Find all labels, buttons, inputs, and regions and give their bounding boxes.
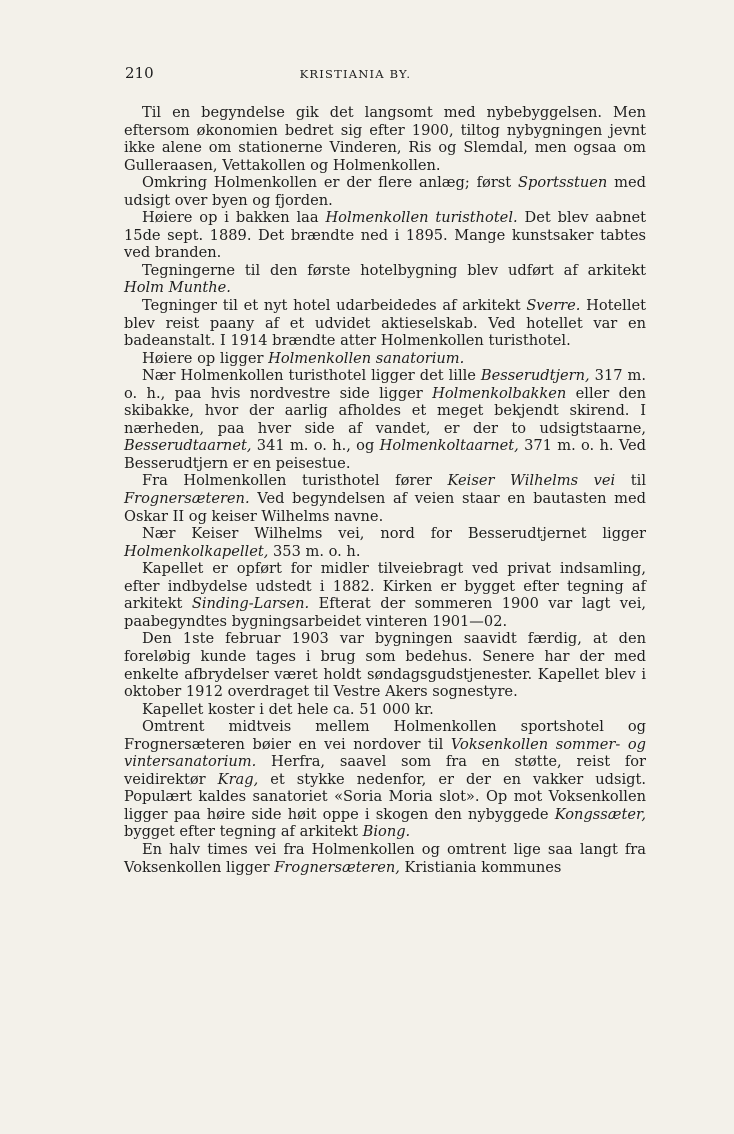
italic-text: Sinding-Larsen. [191, 595, 310, 613]
text-run: Nær Holmenkollen turisthotel ligger det lille [142, 367, 481, 385]
text-run: En halv times vei fra Holmenkollen og omtrent lige saa langt fra Voksenkollen ligger [124, 840, 646, 876]
italic-text: Kongssæter, [554, 805, 646, 823]
text-run: Tegninger til et nyt hotel udarbeidedes af arkitekt [142, 297, 527, 315]
text-run: Det blev aabnet 15de sept. 1889. Det brændte ned i 1895. Mange kunstsaker tabtes ved branden. [124, 209, 646, 262]
italic-text: Krag, [217, 770, 259, 788]
italic-text: Voksenkollen sommer- og vintersanatorium. [124, 735, 646, 771]
page-header [125, 64, 645, 86]
running-head: KRISTIANIA BY. [299, 67, 412, 81]
text-run: Efterat der sommeren 1900 var lagt vei, paabegyndtes bygningsarbeidet vinteren 1901—02. [124, 595, 646, 630]
text-run: Kristiania kommunes [399, 858, 562, 876]
text-run: Fra Holmenkollen turisthotel fører [142, 472, 448, 490]
italic-text: Sportsstuen [518, 174, 608, 192]
paragraph [124, 350, 646, 368]
text-run: Ved begyndelsen af veien staar en bautasten med Oskar II og keiser Wilhelms navne. [124, 490, 646, 525]
italic-text: Holmenkolbakken [432, 384, 567, 402]
italic-text: Frognersæteren, [274, 858, 400, 876]
text-run: et stykke nedenfor, er der en vakker udsigt. Populært kaldes sanatoriet «Soria Moria slot». Op mot Voksenkollen ligger paa høire side høit oppe i skogen den nybyggede [124, 770, 646, 823]
text-run: Den 1ste februar 1903 var bygningen saavidt færdig, at den foreløbig kunde tages i brug som bedehus. Senere har der med enkelte afbrydelser været holdt søndagsgudstjenester. Kapellet blev i oktober 1912 overdraget til Vestre Akers sognestyre. [124, 630, 646, 701]
paragraph [124, 367, 646, 472]
page-number: 210 [125, 64, 154, 82]
text-run: med udsigt over byen og fjorden. [124, 174, 646, 209]
italic-text: Holm Munthe. [124, 279, 231, 297]
text-run: Omkring Holmenkollen er der flere anlæg; først [142, 174, 519, 192]
paragraph [124, 104, 646, 174]
text-run: Nær Keiser Wilhelms vei, nord for Besserudtjernet ligger [142, 525, 646, 543]
text-run: 371 m. o. h. Ved Besserudtjern er en peisestue. [124, 437, 647, 472]
paragraph [124, 841, 646, 876]
text-run: Til en begyndelse gik det langsomt med nybebyggelsen. Men eftersom økonomien bedret sig efter 1900, tiltog nybygningen jevnt ikke alene om stationerne Vinderen, Ris og Slemdal, men ogsaa om Gulleraasen, Vettakollen og Holmenkollen. [124, 104, 646, 174]
paragraph [124, 262, 646, 297]
text-run: Kapellet koster i det hele ca. 51 000 kr. [142, 700, 434, 718]
text-run: eller den skibakke, hvor der aarlig afholdes et meget bekjendt skirend. I nærheden, paa hver side af vandet, er der to udsigtstaarne, [124, 384, 646, 437]
text-run: 317 m. o. h., paa hvis nordvestre side ligger [124, 367, 646, 402]
text-run: Omtrent midtveis mellem Holmenkollen sportshotel og Frognersæteren bøier en vei nordover til [124, 718, 646, 753]
italic-text: Frognersæteren. [124, 490, 250, 508]
text-run: Høiere op i bakken laa [142, 209, 326, 227]
italic-text: Holmenkolkapellet, [124, 542, 269, 560]
text-run: 353 m. o. h. [268, 542, 361, 560]
paragraph [124, 209, 646, 262]
italic-text: Besserudtjern, [480, 367, 590, 385]
italic-text: Holmenkollen turisthotel. [325, 209, 518, 227]
text-run: Herfra, saavel som fra en støtte, reist for veidirektør [124, 753, 646, 788]
text-run: Kapellet er opført for midler tilveiebragt ved privat indsamling, efter indbydelse udstedt i 1882. Kirken er bygget efter tegning af arkitekt [124, 560, 646, 613]
paragraph [124, 525, 646, 560]
paragraph [124, 472, 646, 525]
italic-text: Sverre. [526, 297, 581, 315]
paragraph [124, 174, 646, 209]
text-run: Hotellet blev reist paany af et udvidet aktieselskab. Ved hotellet var en badeanstalt. I 1914 brændte atter Holmenkollen turisthotel. [124, 297, 646, 350]
paragraph [124, 297, 646, 350]
italic-text: Holmenkollen sanatorium. [268, 349, 465, 367]
paragraph [124, 630, 646, 700]
italic-text: Keiser Wilhelms vei [447, 472, 616, 490]
paragraph [124, 718, 646, 841]
text-run: Tegningerne til den første hotelbygning blev udført af arkitekt [142, 261, 646, 279]
paragraph [124, 560, 646, 630]
italic-text: Besserudtaarnet, [124, 437, 252, 455]
italic-text: Biong. [362, 823, 411, 841]
text-run: 341 m. o. h., og [251, 437, 380, 455]
text-run: til [615, 472, 646, 490]
paragraph [124, 701, 646, 719]
text-run: Høiere op ligger [142, 349, 269, 367]
italic-text: Holmenkoltaarnet, [379, 437, 519, 455]
body-text [124, 104, 646, 876]
text-run: bygget efter tegning af arkitekt [124, 823, 363, 841]
